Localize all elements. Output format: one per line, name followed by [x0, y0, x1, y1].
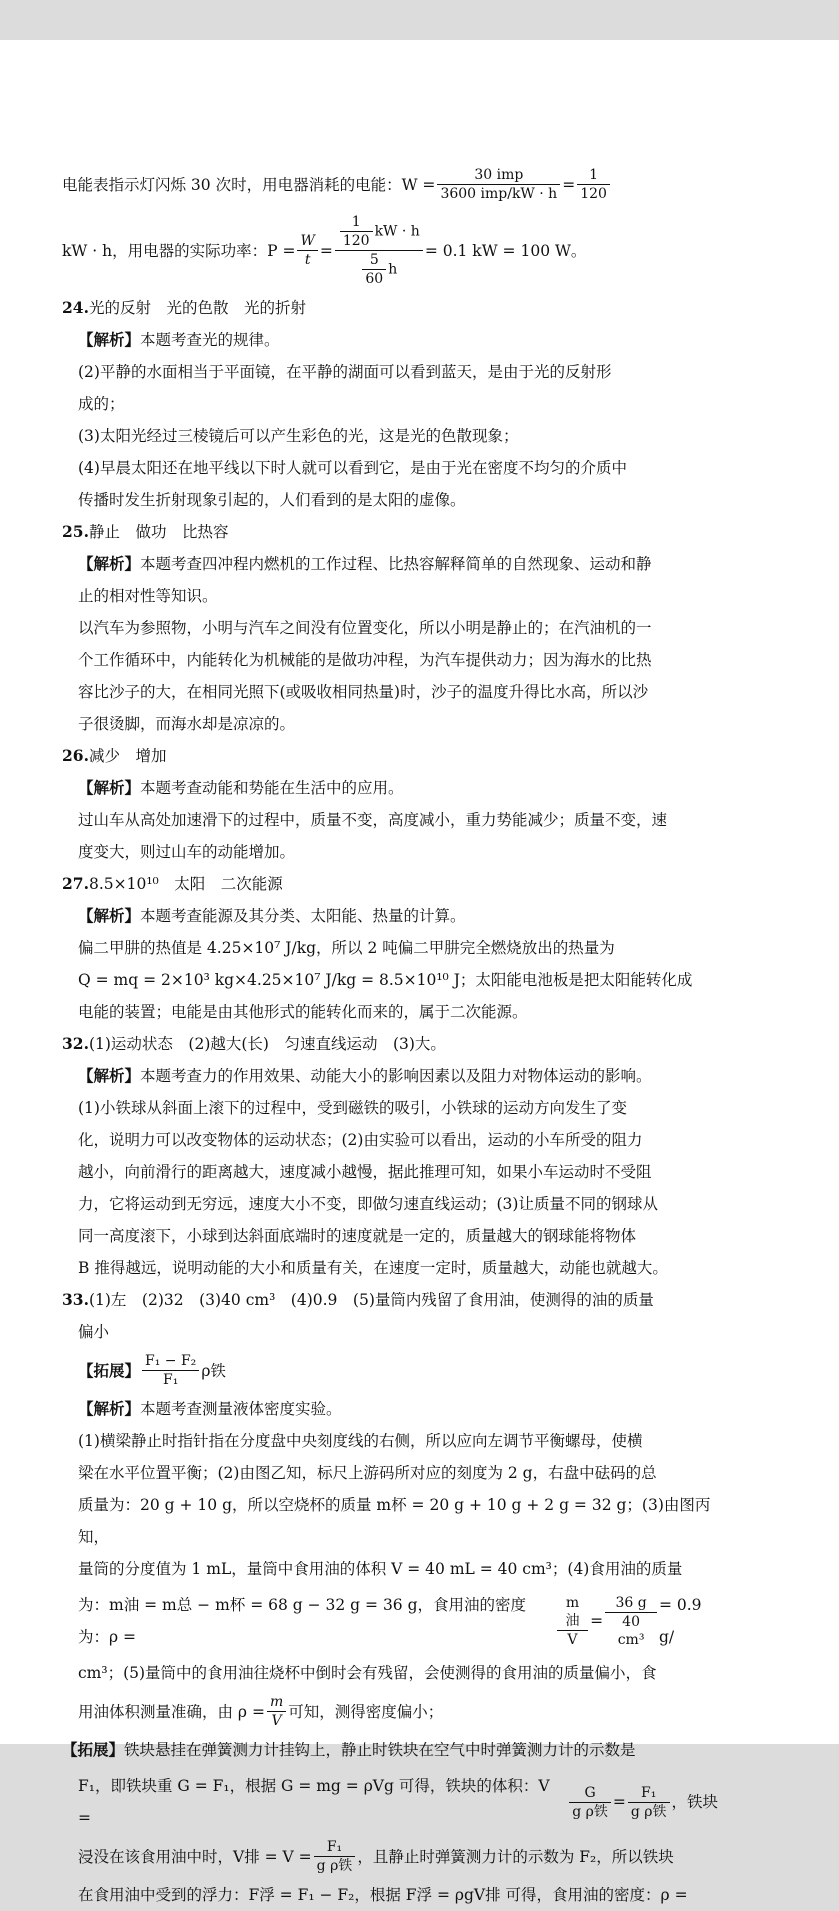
answer-33: 33.(1)左 (2)32 (3)40 cm³ (4)0.9 (5)量筒内残留了食用油，使测得的油的质量 [62, 1290, 654, 1309]
fraction: $\frac{\text{30 imp}}{\text{3600 imp/kW · h}}$ [437, 166, 560, 203]
fraction: $\frac{1}{120}$ [577, 166, 610, 203]
formula-line: 用油体积测量准确，由 ρ = $\frac{m}{V}$ 可知，测得密度偏小； [78, 1694, 444, 1729]
power-line-2: kW · h，用电器的实际功率：P = $\frac{W}{t}$ = $\frac{1}{120}$ kW · h $\frac{5}{60}$ h = 0.1 kW = 100 W。 [62, 214, 587, 287]
power-line-1: 电能表指示灯闪烁 30 次时，用电器消耗的电能：W = $\frac{\text{30 imp}}{\text{3600 imp/kW · h}}$ = $\frac{1}{120}$ [62, 166, 718, 203]
analysis-25: 【解析】本题考查四冲程内燃机的工作过程、比热容解释简单的自然现象、运动和静 [78, 554, 652, 573]
answer-24: 24.光的反射 光的色散 光的折射 [62, 298, 306, 317]
analysis-33: 【解析】本题考查测量液体密度实验。 [78, 1399, 342, 1418]
compound-fraction: $\frac{1}{120}$ kW · h $\frac{5}{60}$ h [335, 213, 423, 288]
fraction: $\frac{W}{t}$ [297, 232, 317, 269]
displaced-volume-line: 浸没在该食用油中时，V排 = V = $\frac{\text{F₁}}{\text{g ρ铁}}$ ，且静止时弹簧测力计的示数为 F₂，所以铁块 [78, 1839, 674, 1874]
extension-analysis-33: 【拓展】铁块悬挂在弹簧测力计挂钩上，静止时铁块在空气中时弹簧测力计的示数是 [62, 1740, 636, 1759]
analysis-24: 【解析】本题考查光的规律。 [78, 330, 280, 349]
document-body: 电能表指示灯闪烁 30 次时，用电器消耗的电能：W = $\frac{\text{30 imp}}{\text{3600 imp/kW · h}}$ = $\frac{1}{120}$ kW · h，用电器的实际功率：P = $\frac{W}{t}$ = $\frac{1}{120}$ kW · h $\frac{5}{60}$ h = 0.1 kW = 100 W。 24.光的反射 光的色散 光的折射 【解析】本题考查光的规律。 (2)平静的水面相当于平面镜，在平静的湖面可以看到蓝天，是由于光的反射形 成的； (3)太阳光经过三棱镜后可以产生彩色的光，这是光的色散现象； (4)早晨太阳还在地平线以下时人就可以看到它，是由于光在密度不均匀的介质中 传播时发生折射现象引起的，人们看到的是太阳的虚像。 25.静止 做功 比热容 【解析】本题考查四冲程内燃机的工作过程、比热容解释简单的自然现象、运动和静 止的相对性等知识。 以汽车为参照物，小明与汽车之间没有位置变化，所以小明是静止的；在汽油机的一 个工作循环中，内能转化为机械能的是做功冲程，为汽车提供动力；因为海水的比热 容比沙子的大，在相同光照下(或吸收相同热量)时，沙子的温度升得比水高，所以沙 子很烫脚，而海水却是凉凉的。 26.减少 增加 【解析】本题考查动能和势能在生活中的应用。 过山车从高处加速滑下的过程中，质量不变，高度减小，重力势能减少；质量不变，速 度变大，则过山车的动能增加。 27.8.5×10¹⁰ 太阳 二次能源 【解析】本题考查能源及其分类、太阳能、热量的计算。 偏二甲肼的热值是 4.25×10⁷ J/kg，所以 2 吨偏二甲肼完全燃烧放出的热量为 Q = mq = 2×10³ kg×4.25×10⁷ J/kg = 8.5×10¹⁰ J；太阳能电池板是把太阳能转化成 电能的装置；电能是由其他形式的能转化而来的，属于二次能源。 32.(1)运动状态 (2)越大(长) 匀速直线运动 (3)大。 【解析】本题考查力的作用效果、动能大小的影响因素以及阻力对物体运动的影响。 (1)小铁球从斜面上滚下的过程中，受到磁铁的吸引，小铁球的运动方向发生了变 化，说明力可以改变物体的运动状态；(2)由实验可以看出，运动的小车所受的阻力 越小，向前滑行的距离越大，速度减小越慢，据此推理可知，如果小车运动时不受阻 力，它将运动到无穷远，速度大小不变，即做匀速直线运动；(3)让质量不同的钢球从 同一高度滚下，小球到达斜面底端时的速度就是一定的，质量越大的钢球能将物体 B 推得越远，说明动能的大小和质量有关，在速度一定时，质量越大，动能也就越大。 33.(1)左 (2)32 (3)40 cm³ (4)0.9 (5)量筒内残留了食用油，使测得的油的质量 偏小 【拓展】 $\frac{\text{F₁ − F₂}}{\text{F₁}}$ ρ铁 【解析】本题考查测量液体密度实验。 (1)横梁静止时指针指在分度盘中央刻度线的右侧，所以应向左调节平衡螺母，使横 梁在水平位置平衡；(2)由图乙知，标尺上游码所对应的刻度为 2 g，右盘中砝码的总 质量为：20 g + 10 g，所以空烧杯的质量 m杯 = 20 g + 10 g + 2 g = 32 g；(3)由图丙知， 量筒的分度值为 1 mL，量筒中食用油的体积 V = 40 mL = 40 cm³；(4)食用油的质量 为：m油 = m总 − m杯 = 68 g − 32 g = 36 g，食用油的密度为：ρ = $\frac{\text{m油}}{V}$ = $\frac{36 g}{\text{40 cm³}}$ = 0.9 g/ cm³；(5)量筒中的食用油往烧杯中倒时会有残留，会使测得的食用油的质量偏小，食 用油体积测量准确，由 ρ = $\frac{m}{V}$ 可知，测得密度偏小； 【拓展】铁块悬挂在弹簧测力计挂钩上，静止时铁块在空气中时弹簧测力计的示数是 F₁，即铁块重 G = F₁，根据 G = mg = ρVg 可得，铁块的体积：V = $\frac{G}{\text{g ρ铁}}$ = $\frac{\text{F₁}}{\text{g ρ铁}}$ ，铁块 浸没在该食用油中时，V排 = V = $\frac{\text{F₁}}{\text{g ρ铁}}$ ，且静止时弹簧测力计的示数为 F₂，所以铁块 在食用油中受到的浮力：F浮 = F₁ − F₂，根据 F浮 = ρgV排 可得，食用油的密度：ρ = [62, 167, 719, 1904]
text: 电能表指示灯闪烁 30 次时，用电器消耗的电能：W = [62, 175, 436, 194]
analysis-27: 【解析】本题考查能源及其分类、太阳能、热量的计算。 [78, 906, 466, 925]
answer-27: 27.8.5×10¹⁰ 太阳 二次能源 [62, 874, 283, 893]
extension-answer-33: 【拓展】 $\frac{\text{F₁ − F₂}}{\text{F₁}}$ ρ铁 [78, 1353, 226, 1388]
answer-25: 25.静止 做功 比热容 [62, 522, 229, 541]
volume-line: F₁，即铁块重 G = F₁，根据 G = mg = ρVg 可得，铁块的体积：V = $\frac{G}{\text{g ρ铁}}$ = $\frac{\text{F₁}}{\text{g ρ铁}}$ ，铁块 [78, 1777, 719, 1827]
fraction: $\frac{\text{F₁ − F₂}}{\text{F₁}}$ [142, 1352, 199, 1389]
page [0, 40, 839, 1904]
density-line: 为：m油 = m总 − m杯 = 68 g − 32 g = 36 g，食用油的密度为：ρ = $\frac{\text{m油}}{V}$ = $\frac{36 g}{\text{40 cm³}}$ = 0.9 g/ [78, 1594, 702, 1648]
analysis-26: 【解析】本题考查动能和势能在生活中的应用。 [78, 778, 404, 797]
answer-26: 26.减少 增加 [62, 746, 167, 765]
analysis-32: 【解析】本题考查力的作用效果、动能大小的影响因素以及阻力对物体运动的影响。 [78, 1066, 652, 1085]
answer-32: 32.(1)运动状态 (2)越大(长) 匀速直线运动 (3)大。 [62, 1034, 446, 1053]
